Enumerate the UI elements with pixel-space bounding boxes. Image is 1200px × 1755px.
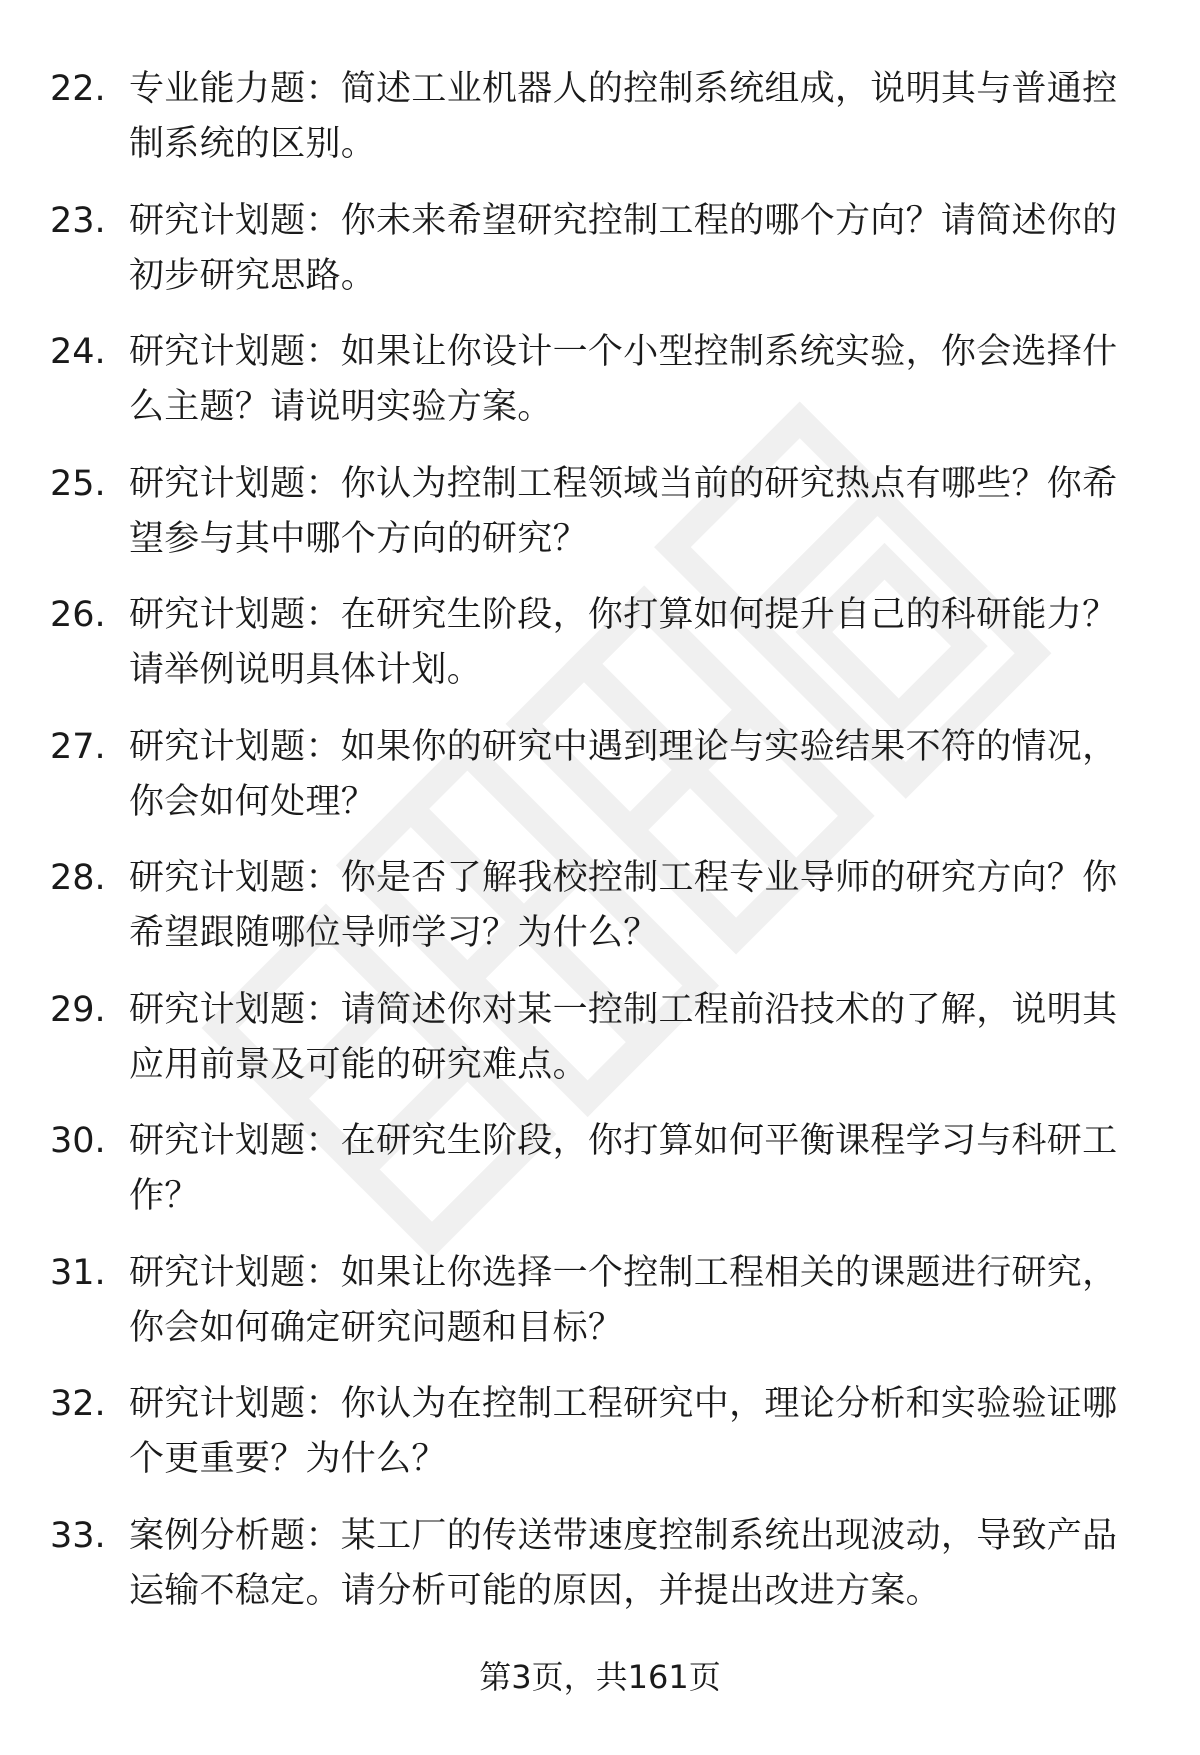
question-text: 研究计划题：如果让你选择一个控制工程相关的课题进行研究，你会如何确定研究问题和目标？ [129, 1252, 1118, 1348]
question-number: 32. [50, 1384, 106, 1424]
question-number: 30. [50, 1121, 106, 1161]
question-item [0, 983, 1200, 1115]
question-text: 专业能力题：简述工业机器人的控制系统组成，说明其与普通控制系统的区别。 [129, 69, 1118, 164]
question-item [0, 720, 1200, 852]
question-number: 24. [50, 332, 106, 372]
question-item [0, 325, 1200, 457]
question-number: 25. [50, 463, 106, 504]
question-number: 22. [50, 69, 106, 109]
question-item [0, 457, 1200, 589]
page-number-footer: 第3页，共161页 [479, 1658, 721, 1696]
question-text: 研究计划题：你未来希望研究控制工程的哪个方向？请简述你的初步研究思路。 [129, 200, 1118, 296]
question-item [0, 194, 1200, 326]
question-text: 研究计划题：你认为控制工程领域当前的研究热点有哪些？你希望参与其中哪个方向的研究？ [129, 463, 1118, 559]
question-number: 29. [50, 989, 106, 1030]
question-number: 23. [50, 200, 106, 241]
question-text: 研究计划题：你认为在控制工程研究中，理论分析和实验验证哪个更重要？为什么？ [129, 1384, 1118, 1479]
question-number: 27. [50, 726, 106, 767]
question-text: 研究计划题：如果让你设计一个小型控制系统实验，你会选择什么主题？请说明实验方案。 [129, 332, 1118, 427]
question-text: 研究计划题：在研究生阶段，你打算如何平衡课程学习与科研工作？ [129, 1121, 1118, 1216]
question-number: 26. [50, 595, 106, 635]
question-item [0, 62, 1200, 194]
question-text: 研究计划题：请简述你对某一控制工程前沿技术的了解，说明其应用前景及可能的研究难点。 [129, 989, 1118, 1085]
question-list [0, 62, 1200, 1640]
question-item [0, 851, 1200, 983]
question-text: 研究计划题：你是否了解我校控制工程专业导师的研究方向？你希望跟随哪位导师学习？为什么？ [129, 858, 1118, 953]
question-text: 研究计划题：如果你的研究中遇到理论与实验结果不符的情况，你会如何处理？ [129, 726, 1118, 822]
question-number: 33. [50, 1515, 106, 1556]
question-item [0, 1114, 1200, 1246]
question-item [0, 1377, 1200, 1509]
question-item [0, 1246, 1200, 1378]
question-number: 28. [50, 858, 106, 898]
question-item [0, 1509, 1200, 1641]
question-item [0, 588, 1200, 720]
question-text: 案例分析题：某工厂的传送带速度控制系统出现波动，导致产品运输不稳定。请分析可能的原因，并提出改进方案。 [129, 1515, 1118, 1611]
question-number: 31. [50, 1252, 106, 1293]
question-text: 研究计划题：在研究生阶段，你打算如何提升自己的科研能力？请举例说明具体计划。 [129, 595, 1118, 690]
